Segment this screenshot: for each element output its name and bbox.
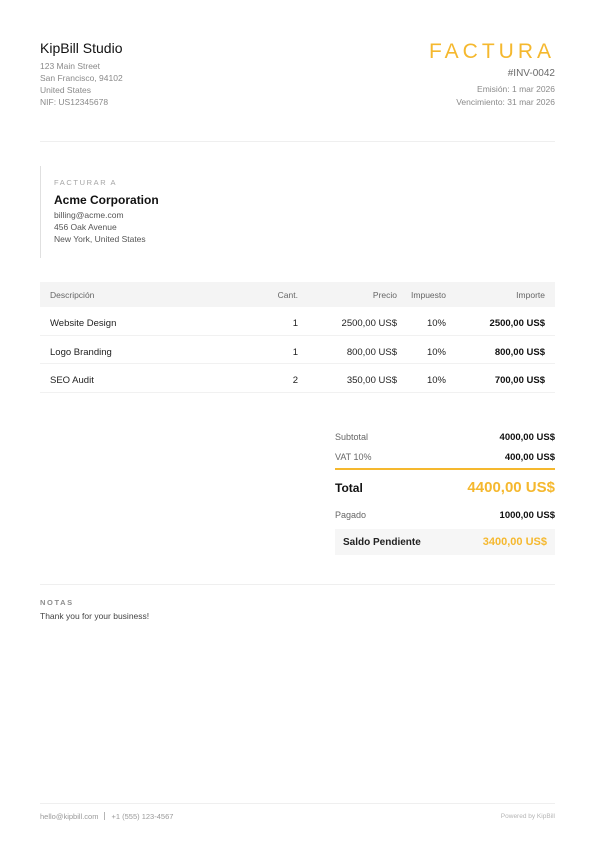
company-tax-id: NIF: US12345678 <box>40 97 109 107</box>
balance-value: 3400,00 US$ <box>482 536 547 548</box>
header-tax: Impuesto <box>411 290 446 300</box>
footer-email: hello@kipbill.com <box>40 812 99 821</box>
header-amount: Importe <box>516 290 545 300</box>
company-address-country: United States <box>40 85 92 95</box>
notes-divider <box>40 584 555 585</box>
item-amount: 2500,00 US$ <box>489 318 545 329</box>
powered-by: Powered by KipBill <box>500 813 555 820</box>
notes-text: Thank you for your business! <box>40 611 150 621</box>
subtotal-label: Subtotal <box>335 432 369 442</box>
item-tax: 10% <box>426 375 446 386</box>
company-address-city: San Francisco, 94102 <box>40 73 123 83</box>
item-quantity: 1 <box>292 346 298 358</box>
header-quantity: Cant. <box>277 290 298 300</box>
header-divider <box>40 141 555 142</box>
footer-phone: +1 (555) 123-4567 <box>111 812 174 821</box>
total-divider <box>335 468 555 470</box>
header-description: Descripción <box>50 290 95 300</box>
table-row <box>40 364 555 393</box>
subtotal-value: 4000,00 US$ <box>499 432 555 443</box>
balance-label: Saldo Pendiente <box>343 537 421 548</box>
total-value: 4400,00 US$ <box>467 479 555 496</box>
footer-divider <box>40 803 555 804</box>
item-description: SEO Audit <box>50 375 94 386</box>
invoice-number: #INV-0042 <box>507 68 555 79</box>
notes-label: NOTAS <box>40 598 74 607</box>
paid-label: Pagado <box>335 510 367 520</box>
company-name: KipBill Studio <box>40 40 123 56</box>
item-amount: 700,00 US$ <box>494 375 545 386</box>
table-row <box>40 307 555 336</box>
item-description: Logo Branding <box>50 346 112 358</box>
client-address: 456 Oak Avenue <box>54 222 117 232</box>
company-address-street: 123 Main Street <box>40 61 101 71</box>
paid-value: 1000,00 US$ <box>499 510 555 521</box>
line-items-table <box>40 282 555 393</box>
bill-to-section <box>40 166 340 258</box>
client-name: Acme Corporation <box>54 193 159 207</box>
vat-value: 400,00 US$ <box>504 452 555 463</box>
invoice-title: FACTURA <box>428 40 555 63</box>
table-row <box>40 336 555 365</box>
due-date: Vencimiento: 31 mar 2026 <box>456 97 555 107</box>
balance-due-box <box>335 529 555 555</box>
client-email: billing@acme.com <box>54 210 124 220</box>
footer-separator <box>104 812 105 820</box>
issue-date: Emisión: 1 mar 2026 <box>477 84 555 94</box>
item-description: Website Design <box>50 318 117 329</box>
client-city: New York, United States <box>54 234 146 244</box>
item-price: 2500,00 US$ <box>341 318 397 329</box>
invoice-header <box>40 40 555 120</box>
header-price: Precio <box>372 290 397 300</box>
item-price: 800,00 US$ <box>346 346 397 358</box>
item-tax: 10% <box>426 318 446 329</box>
footer-contact <box>40 812 173 821</box>
bill-to-label: FACTURAR A <box>54 178 118 187</box>
item-quantity: 2 <box>292 375 298 386</box>
item-amount: 800,00 US$ <box>494 346 545 358</box>
invoice-footer <box>40 812 555 824</box>
item-price: 350,00 US$ <box>346 375 397 386</box>
item-quantity: 1 <box>292 318 298 329</box>
table-header <box>40 282 555 307</box>
vat-label: VAT 10% <box>335 452 372 462</box>
total-label: Total <box>335 481 363 495</box>
item-tax: 10% <box>426 346 446 358</box>
